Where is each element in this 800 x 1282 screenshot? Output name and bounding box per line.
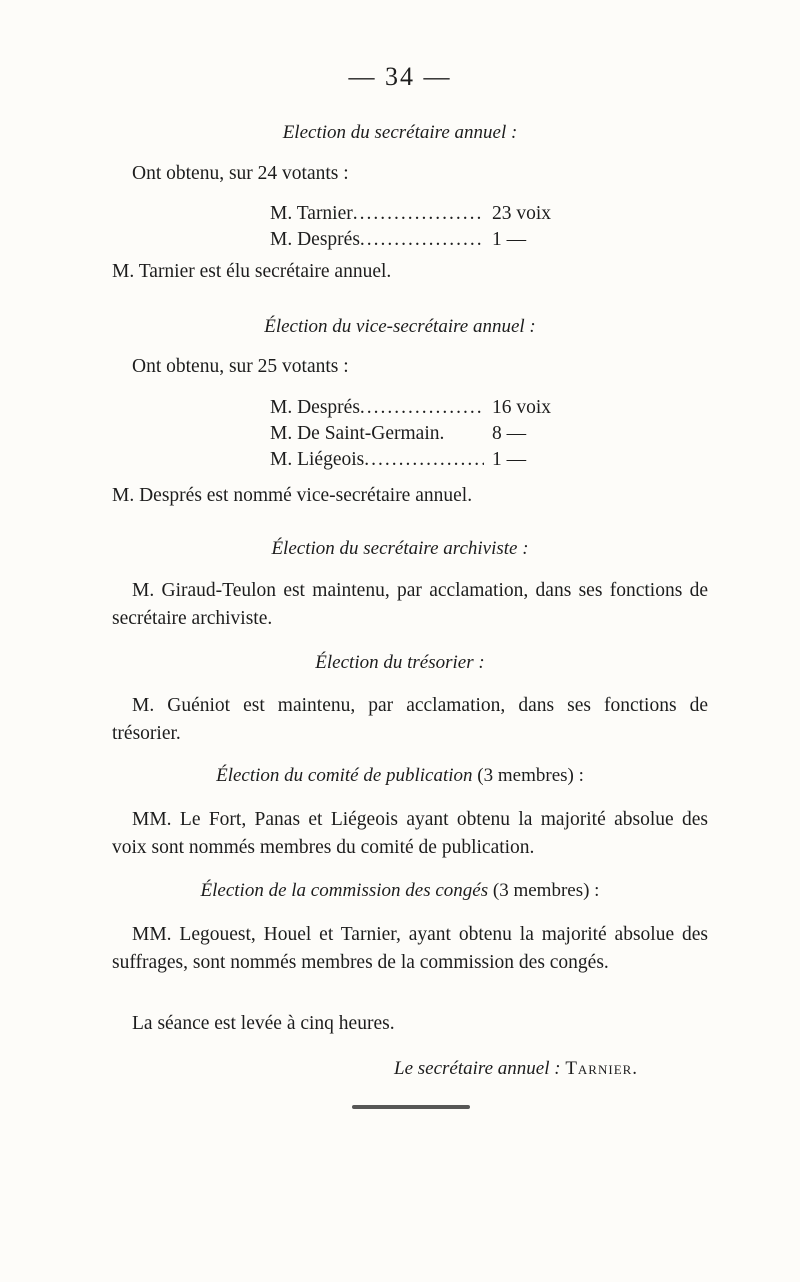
heading-vice-secretaire: Élection du vice-secrétaire annuel : bbox=[264, 316, 536, 337]
vote-count: 23 voix bbox=[492, 203, 552, 224]
vote-count: 1 — bbox=[492, 449, 527, 470]
heading-suffix: (3 membres) : bbox=[492, 880, 600, 901]
heading-secretaire-archiviste: Élection du secrétaire archiviste : bbox=[271, 538, 529, 559]
leader-dots bbox=[360, 229, 484, 251]
closing-line: La séance est levée à cinq heures. bbox=[132, 1013, 395, 1034]
heading-secretaire-annuel: Election du secrétaire annuel : bbox=[282, 122, 518, 143]
heading-suffix: (3 membres) : bbox=[477, 765, 584, 786]
leader-dots bbox=[353, 203, 484, 225]
page-number: — 34 — bbox=[348, 62, 452, 91]
leader-dots bbox=[360, 397, 484, 419]
end-rule bbox=[352, 1105, 470, 1109]
vote-count: 1 — bbox=[492, 229, 527, 250]
election-result: M. Tarnier est élu secrétaire annuel. bbox=[112, 261, 392, 282]
paragraph-tresorier: M. Guéniot est maintenu, par acclamation, dans ses fonctions de trésorier. bbox=[112, 695, 708, 744]
vote-name: M. Liégeois bbox=[270, 449, 365, 470]
vote-count: 16 voix bbox=[492, 397, 552, 418]
heading-comite-publication bbox=[0, 765, 800, 787]
heading-text: Élection de la commission des congés bbox=[200, 880, 489, 901]
vote-name: M. Tarnier bbox=[270, 203, 353, 224]
heading-commission-conges bbox=[0, 880, 800, 902]
vote-name: M. De Saint-Germain. bbox=[270, 423, 445, 444]
votants-intro: Ont obtenu, sur 24 votants : bbox=[132, 163, 349, 184]
vote-row bbox=[270, 203, 554, 225]
signature bbox=[394, 1058, 638, 1080]
paragraph-conges: MM. Legouest, Houel et Tarnier, ayant obtenu la majorité absolue des suffrages, sont nommés membres de la commission des congés. bbox=[112, 924, 708, 973]
paragraph-archiviste: M. Giraud-Teulon est maintenu, par acclamation, dans ses fonctions de secrétaire archiviste. bbox=[112, 580, 708, 629]
heading-text: Élection du comité de publication bbox=[216, 765, 473, 786]
leader-dots bbox=[364, 449, 484, 471]
vote-row bbox=[270, 423, 554, 445]
votants-intro: Ont obtenu, sur 25 votants : bbox=[132, 356, 349, 377]
election-result: M. Després est nommé vice-secrétaire annuel. bbox=[112, 485, 473, 506]
vote-count: 8 — bbox=[492, 423, 527, 444]
vote-name: M. Després bbox=[270, 397, 360, 418]
paragraph-comite: MM. Le Fort, Panas et Liégeois ayant obtenu la majorité absolue des voix sont nommés membres du comité de publication. bbox=[112, 809, 708, 858]
signature-label: Le secrétaire annuel : bbox=[394, 1058, 561, 1079]
vote-row bbox=[270, 397, 554, 419]
vote-name: M. Després bbox=[270, 229, 360, 250]
vote-row bbox=[270, 229, 554, 251]
heading-tresorier: Élection du trésorier : bbox=[315, 652, 485, 673]
vote-row bbox=[270, 449, 554, 471]
signature-name: Tarnier. bbox=[565, 1058, 639, 1079]
